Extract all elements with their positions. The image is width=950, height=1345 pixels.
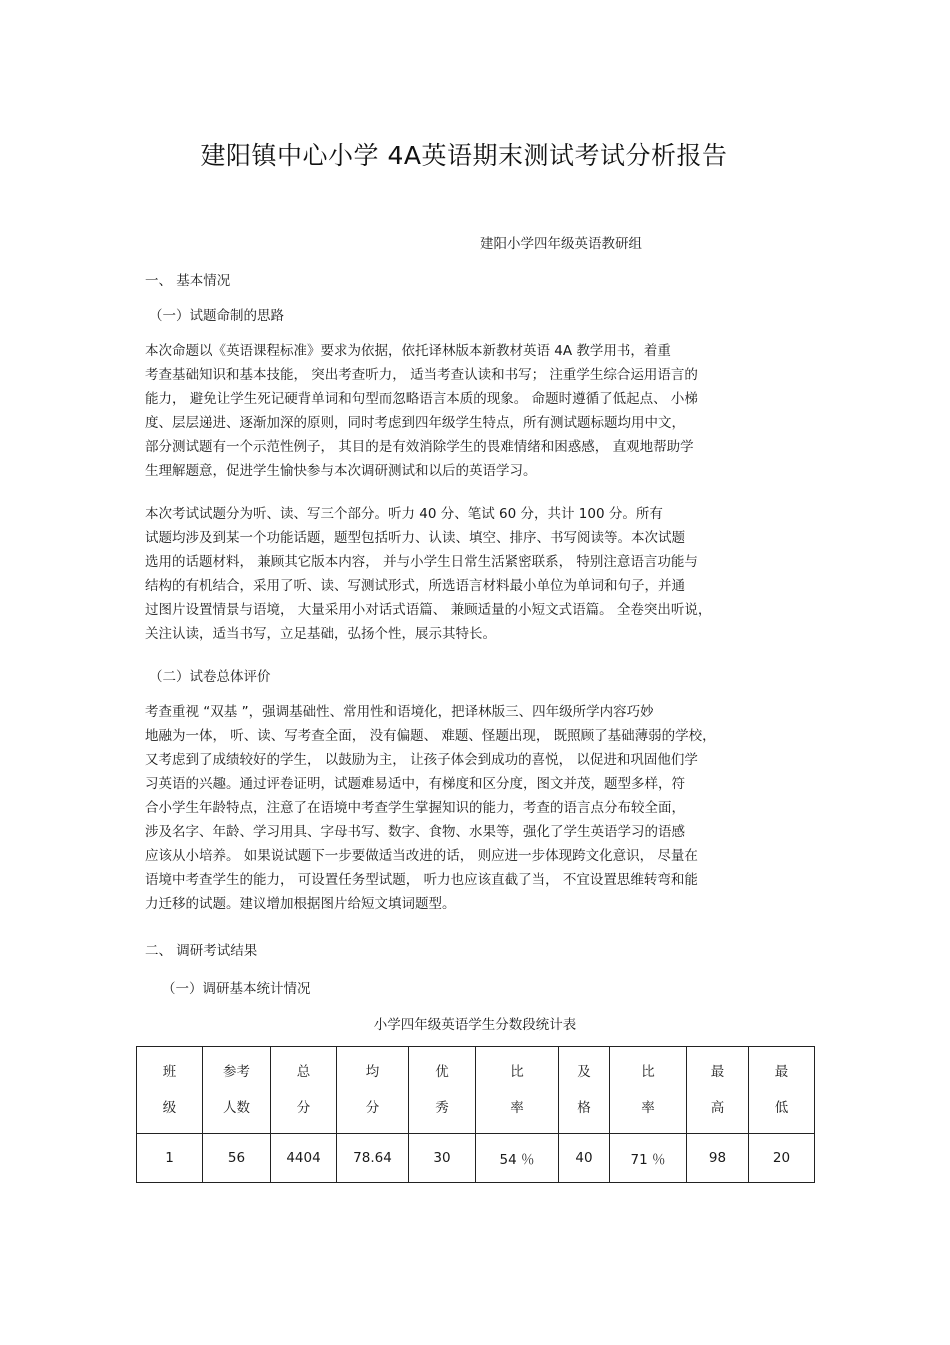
section-heading-basic: 一、 基本情况 [145,273,231,289]
paragraph-test-structure [145,502,805,646]
cell-lowest: 20 [749,1134,815,1183]
table-row [137,1134,815,1183]
text-line: 涉及名字、年龄、学习用具、字母书写、数字、食物、水果等，强化了学生英语学习的语感 [145,824,685,840]
subsection-heading-design: （一）试题命制的思路 [149,308,284,324]
cell-pass: 40 [559,1134,610,1183]
text-line: 考查重视 “双基 ”，强调基础性、常用性和语境化，把译林版三、四年级所学内容巧妙 [145,704,654,720]
text-line: 度、层层递进、逐渐加深的原则，同时考虑到四年级学生特点，所有测试题标题均用中文， [145,415,685,431]
cell-participants: 56 [203,1134,271,1183]
text-line: 关注认读，适当书写，立足基础，弘扬个性，展示其特长。 [145,626,496,642]
cell-excellent-rate: 54 ％ [476,1134,559,1183]
header-participants: 参考 人数 [203,1047,271,1134]
header-highest: 最 高 [687,1047,749,1134]
cell-class: 1 [137,1134,203,1183]
subsection-heading-statistics: （一）调研基本统计情况 [162,981,311,997]
header-total-score: 总 分 [271,1047,337,1134]
header-lowest: 最 低 [749,1047,815,1134]
text-line: 试题均涉及到某一个功能话题，题型包括听力、认读、填空、排序、书写阅读等。本次试题 [145,530,685,546]
text-line: 习英语的兴趣。通过评卷证明，试题难易适中，有梯度和区分度，图文并茂，题型多样，符 [145,776,685,792]
header-excellent: 优 秀 [409,1047,476,1134]
subsection-heading-evaluation: （二）试卷总体评价 [149,669,271,685]
cell-average-score: 78.64 [337,1134,409,1183]
table-header-row [137,1047,815,1134]
paragraph-design-idea [145,339,805,483]
text-line: 过图片设置情景与语境， 大量采用小对话式语篇、 兼顾适量的小短文式语篇。 全卷突出听说， [145,602,712,618]
text-line: 生理解题意，促进学生愉快参与本次调研测试和以后的英语学习。 [145,463,537,479]
text-line: 又考虑到了成绩较好的学生， 以鼓励为主， 让孩子体会到成功的喜悦， 以促进和巩固他们学 [145,752,698,768]
table-caption: 小学四年级英语学生分数段统计表 [373,1017,577,1033]
cell-pass-rate: 71 ％ [610,1134,687,1183]
cell-highest: 98 [687,1134,749,1183]
text-line: 结构的有机结合，采用了听、读、写测试形式，所选语言材料最小单位为单词和句子，并通 [145,578,685,594]
text-line: 本次考试试题分为听、读、写三个部分。听力 40 分、笔试 60 分，共计 100 分。所有 [145,506,663,522]
text-line: 考查基础知识和基本技能， 突出考查听力， 适当考查认读和书写； 注重学生综合运用语言的 [145,367,698,383]
text-line: 语境中考查学生的能力， 可设置任务型试题， 听力也应该直截了当， 不宜设置思维转弯和能 [145,872,698,888]
paragraph-evaluation [145,700,805,916]
header-pass-rate: 比 率 [610,1047,687,1134]
text-line: 地融为一体， 听、读、写考查全面， 没有偏题、 难题、怪题出现， 既照顾了基础薄弱的学校， [145,728,716,744]
section-heading-results: 二、 调研考试结果 [145,943,258,959]
text-line: 合小学生年龄特点，注意了在语境中考查学生掌握知识的能力，考查的语言点分布较全面， [145,800,685,816]
text-line: 部分测试题有一个示范性例子， 其目的是有效消除学生的畏难情绪和困惑感， 直观地帮助学 [145,439,694,455]
header-class: 班 级 [137,1047,203,1134]
text-line: 力迁移的试题。建议增加根据图片给短文填词题型。 [145,896,456,912]
header-pass: 及 格 [559,1047,610,1134]
header-average-score: 均 分 [337,1047,409,1134]
text-line: 本次命题以《英语课程标准》要求为依据，依托译林版本新教材英语 4A 教学用书，着重 [145,343,671,359]
score-statistics-table [136,1046,815,1183]
cell-excellent: 30 [409,1134,476,1183]
text-line: 应该从小培养。 如果说试题下一步要做适当改进的话， 则应进一步体现跨文化意识， 尽量在 [145,848,698,864]
document-author: 建阳小学四年级英语教研组 [480,236,642,252]
cell-total-score: 4404 [271,1134,337,1183]
text-line: 能力， 避免让学生死记硬背单词和句型而忽略语言本质的现象。 命题时遵循了低起点、 小梯 [145,391,698,407]
header-excellent-rate: 比 率 [476,1047,559,1134]
document-title: 建阳镇中心小学 4A英语期末测试考试分析报告 [200,141,728,170]
text-line: 选用的话题材料， 兼顾其它版本内容， 并与小学生日常生活紧密联系， 特别注意语言功能与 [145,554,698,570]
